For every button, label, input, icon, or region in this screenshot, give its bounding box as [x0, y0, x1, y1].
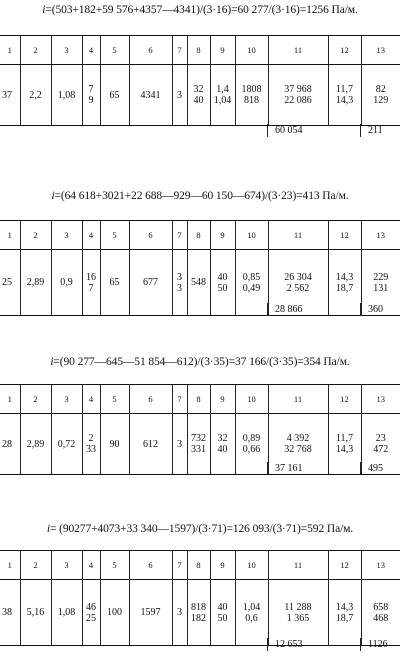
table-cell: 3 — [172, 65, 187, 126]
column-number: 4 — [82, 221, 100, 250]
column-number: 8 — [187, 551, 210, 580]
cell-value: 1,04 — [242, 601, 261, 613]
table-row — [0, 65, 400, 126]
formula-variable: i — [51, 190, 55, 202]
table-cell: 1,08 — [51, 65, 82, 126]
table-cell — [187, 414, 210, 475]
table-cell — [187, 65, 210, 126]
column-number: 5 — [100, 385, 129, 414]
cell-value: 22 086 — [284, 95, 312, 106]
column-number: 6 — [129, 221, 172, 250]
total-column-13: 211 — [360, 124, 400, 137]
column-number: 1 — [0, 36, 20, 65]
data-table — [0, 220, 400, 316]
data-table — [0, 35, 400, 126]
total-column-13: 495 — [360, 462, 400, 475]
table-cell — [328, 414, 361, 475]
column-number: 11 — [268, 221, 328, 250]
column-number: 10 — [235, 221, 268, 250]
cell-value: 50 — [217, 612, 228, 624]
column-number: 3 — [51, 36, 82, 65]
column-number: 2 — [20, 221, 51, 250]
table-cell: 100 — [100, 580, 129, 646]
column-number: 7 — [172, 551, 187, 580]
formula-line — [0, 523, 400, 535]
table-cell: 37 — [0, 65, 20, 126]
table-cell — [172, 250, 187, 316]
cell-value: 14,3 — [335, 444, 354, 455]
cell-value: 818 — [244, 95, 259, 106]
table-cell — [235, 580, 268, 646]
column-number: 3 — [51, 551, 82, 580]
column-number: 1 — [0, 221, 20, 250]
column-number: 13 — [361, 36, 400, 65]
table-cell: 3 — [172, 580, 187, 646]
column-number: 9 — [210, 36, 235, 65]
cell-value: 0,6 — [245, 612, 258, 624]
table-cell: 1597 — [129, 580, 172, 646]
table-cell — [82, 580, 100, 646]
table-cell — [268, 580, 328, 646]
table-cell: 2,89 — [20, 250, 51, 316]
total-column-11: 12 653 — [267, 638, 328, 651]
cell-value: 129 — [373, 95, 389, 106]
header-row — [0, 36, 400, 65]
cell-value: 0,85 — [242, 271, 261, 283]
cell-value: 33 — [86, 444, 96, 455]
table-cell: 1,08 — [51, 580, 82, 646]
column-number: 6 — [129, 551, 172, 580]
table-cell: 28 — [0, 414, 20, 475]
table-cell: 65 — [100, 250, 129, 316]
table-cell: 5,16 — [20, 580, 51, 646]
formula-line — [0, 190, 400, 202]
formula-variable: i — [46, 523, 50, 535]
table-cell: 0,72 — [51, 414, 82, 475]
column-number: 7 — [172, 385, 187, 414]
column-number: 5 — [100, 36, 129, 65]
table-row — [0, 580, 400, 646]
cell-value: 25 — [86, 612, 96, 624]
cell-value: 40 — [217, 271, 228, 283]
column-number: 6 — [129, 385, 172, 414]
column-number: 11 — [268, 385, 328, 414]
formula-text: =(503+182+59 576+4357—4341)/(3·16)=60 277/(3·16)=1256 Па/м. — [45, 4, 358, 16]
cell-value: 658 — [373, 601, 389, 613]
cell-value: 46 — [86, 601, 96, 613]
cell-value: 40 — [217, 601, 228, 613]
cell-value: 2 562 — [286, 282, 310, 294]
column-number: 4 — [82, 36, 100, 65]
table-cell — [210, 65, 235, 126]
cell-value: 37 968 — [284, 84, 312, 95]
formula-text: = (90277+4073+33 340—1597)/(3·71)=126 093/(3·71)=592 Па/м. — [49, 523, 354, 535]
column-number: 4 — [82, 551, 100, 580]
column-number: 6 — [129, 36, 172, 65]
total-column-13: 360 — [360, 303, 400, 316]
total-column-13: 1126 — [360, 638, 400, 651]
table-cell: 65 — [100, 65, 129, 126]
table-cell: 90 — [100, 414, 129, 475]
table-cell: 548 — [187, 250, 210, 316]
table-row — [0, 414, 400, 475]
column-number: 8 — [187, 36, 210, 65]
total-column-11: 37 161 — [267, 462, 328, 475]
cell-value: 0,49 — [242, 282, 261, 294]
formula-text: =(90 277—645—51 854—612)/(3·35)=37 166/(3·35)=354 Па/м. — [53, 356, 350, 368]
column-number: 7 — [172, 221, 187, 250]
table-cell — [328, 250, 361, 316]
table-cell: 2,2 — [20, 65, 51, 126]
column-number: 3 — [51, 221, 82, 250]
column-number: 5 — [100, 221, 129, 250]
data-table — [0, 550, 400, 646]
cell-value: 472 — [373, 444, 389, 455]
column-number: 12 — [328, 221, 361, 250]
cell-value: 50 — [217, 282, 228, 294]
data-table — [0, 384, 400, 475]
cell-value: 40 — [217, 444, 228, 455]
cell-value: 0,89 — [242, 433, 261, 444]
cell-value: 1,04 — [213, 95, 232, 106]
table-cell — [82, 65, 100, 126]
column-number: 13 — [361, 221, 400, 250]
table-cell: 2,89 — [20, 414, 51, 475]
formula-variable: i — [42, 4, 46, 16]
table-cell — [328, 580, 361, 646]
cell-value: 82 — [375, 84, 386, 95]
column-number: 13 — [361, 385, 400, 414]
cell-value: 14,3 — [335, 95, 354, 106]
header-row — [0, 385, 400, 414]
table-cell — [328, 65, 361, 126]
cell-value: 229 — [373, 271, 389, 283]
cell-value: 7 — [88, 282, 94, 294]
cell-value: 4 392 — [286, 433, 310, 444]
table-cell: 4341 — [129, 65, 172, 126]
table-cell — [210, 414, 235, 475]
cell-value: 0,66 — [242, 444, 261, 455]
column-number: 1 — [0, 385, 20, 414]
formula-line — [0, 356, 400, 368]
column-number: 2 — [20, 551, 51, 580]
table-cell: 25 — [0, 250, 20, 316]
cell-value: 1,4 — [216, 84, 229, 95]
formula-text: =(64 618+3021+22 688—929—60 150—674)/(3·23)=413 Па/м. — [54, 190, 349, 202]
cell-value: 26 304 — [284, 271, 312, 283]
column-number: 5 — [100, 551, 129, 580]
cell-value: 2 — [88, 433, 94, 444]
cell-value: 32 — [217, 433, 228, 444]
table-row — [0, 250, 400, 316]
column-number: 12 — [328, 385, 361, 414]
cell-value: 18,7 — [335, 282, 354, 294]
column-number: 12 — [328, 36, 361, 65]
table-cell — [235, 250, 268, 316]
cell-value: 11,7 — [335, 433, 354, 444]
column-number: 2 — [20, 385, 51, 414]
column-number: 9 — [210, 551, 235, 580]
table-cell — [361, 580, 400, 646]
cell-value: 11 288 — [284, 601, 312, 613]
cell-value: 818 — [191, 601, 206, 613]
table-cell — [361, 65, 400, 126]
table-cell — [187, 580, 210, 646]
total-column-11: 60 054 — [267, 124, 328, 137]
column-number: 7 — [172, 36, 187, 65]
cell-value: 7 — [88, 84, 94, 95]
cell-value: 11,7 — [335, 84, 354, 95]
column-number: 8 — [187, 385, 210, 414]
table-cell — [210, 250, 235, 316]
column-number: 8 — [187, 221, 210, 250]
column-number: 13 — [361, 551, 400, 580]
cell-value: 40 — [193, 95, 204, 106]
column-number: 9 — [210, 221, 235, 250]
cell-value: 182 — [191, 612, 206, 624]
cell-value: 18,7 — [335, 612, 354, 624]
column-number: 10 — [235, 36, 268, 65]
table-cell: 3 — [172, 414, 187, 475]
cell-value: 9 — [88, 95, 94, 106]
column-number: 11 — [268, 36, 328, 65]
column-number: 12 — [328, 551, 361, 580]
column-number: 3 — [51, 385, 82, 414]
column-number: 1 — [0, 551, 20, 580]
total-column-11: 28 866 — [267, 303, 328, 316]
header-row — [0, 551, 400, 580]
cell-value: 14,3 — [335, 271, 354, 283]
cell-value: 331 — [191, 444, 206, 455]
cell-value: 14,3 — [335, 601, 354, 613]
cell-value: 131 — [373, 282, 389, 294]
table-cell — [82, 414, 100, 475]
table-cell: 677 — [129, 250, 172, 316]
table-cell — [268, 65, 328, 126]
table-cell — [82, 250, 100, 316]
table-cell — [235, 414, 268, 475]
table-cell — [235, 65, 268, 126]
table-cell — [210, 580, 235, 646]
table-cell: 0,9 — [51, 250, 82, 316]
cell-value: 1 365 — [286, 612, 310, 624]
cell-value: 3 — [177, 271, 182, 283]
column-number: 10 — [235, 551, 268, 580]
formula-variable: i — [50, 356, 54, 368]
formula-line — [0, 4, 400, 16]
cell-value: 732 — [191, 433, 206, 444]
column-number: 11 — [268, 551, 328, 580]
cell-value: 32 — [193, 84, 204, 95]
cell-value: 16 — [86, 271, 96, 283]
column-number: 2 — [20, 36, 51, 65]
cell-value: 1808 — [241, 84, 262, 95]
column-number: 9 — [210, 385, 235, 414]
cell-value: 32 768 — [284, 444, 312, 455]
column-number: 10 — [235, 385, 268, 414]
cell-value: 468 — [373, 612, 389, 624]
header-row — [0, 221, 400, 250]
cell-value: 23 — [375, 433, 386, 444]
table-cell: 612 — [129, 414, 172, 475]
cell-value: 3 — [177, 282, 182, 294]
column-number: 4 — [82, 385, 100, 414]
table-cell: 38 — [0, 580, 20, 646]
